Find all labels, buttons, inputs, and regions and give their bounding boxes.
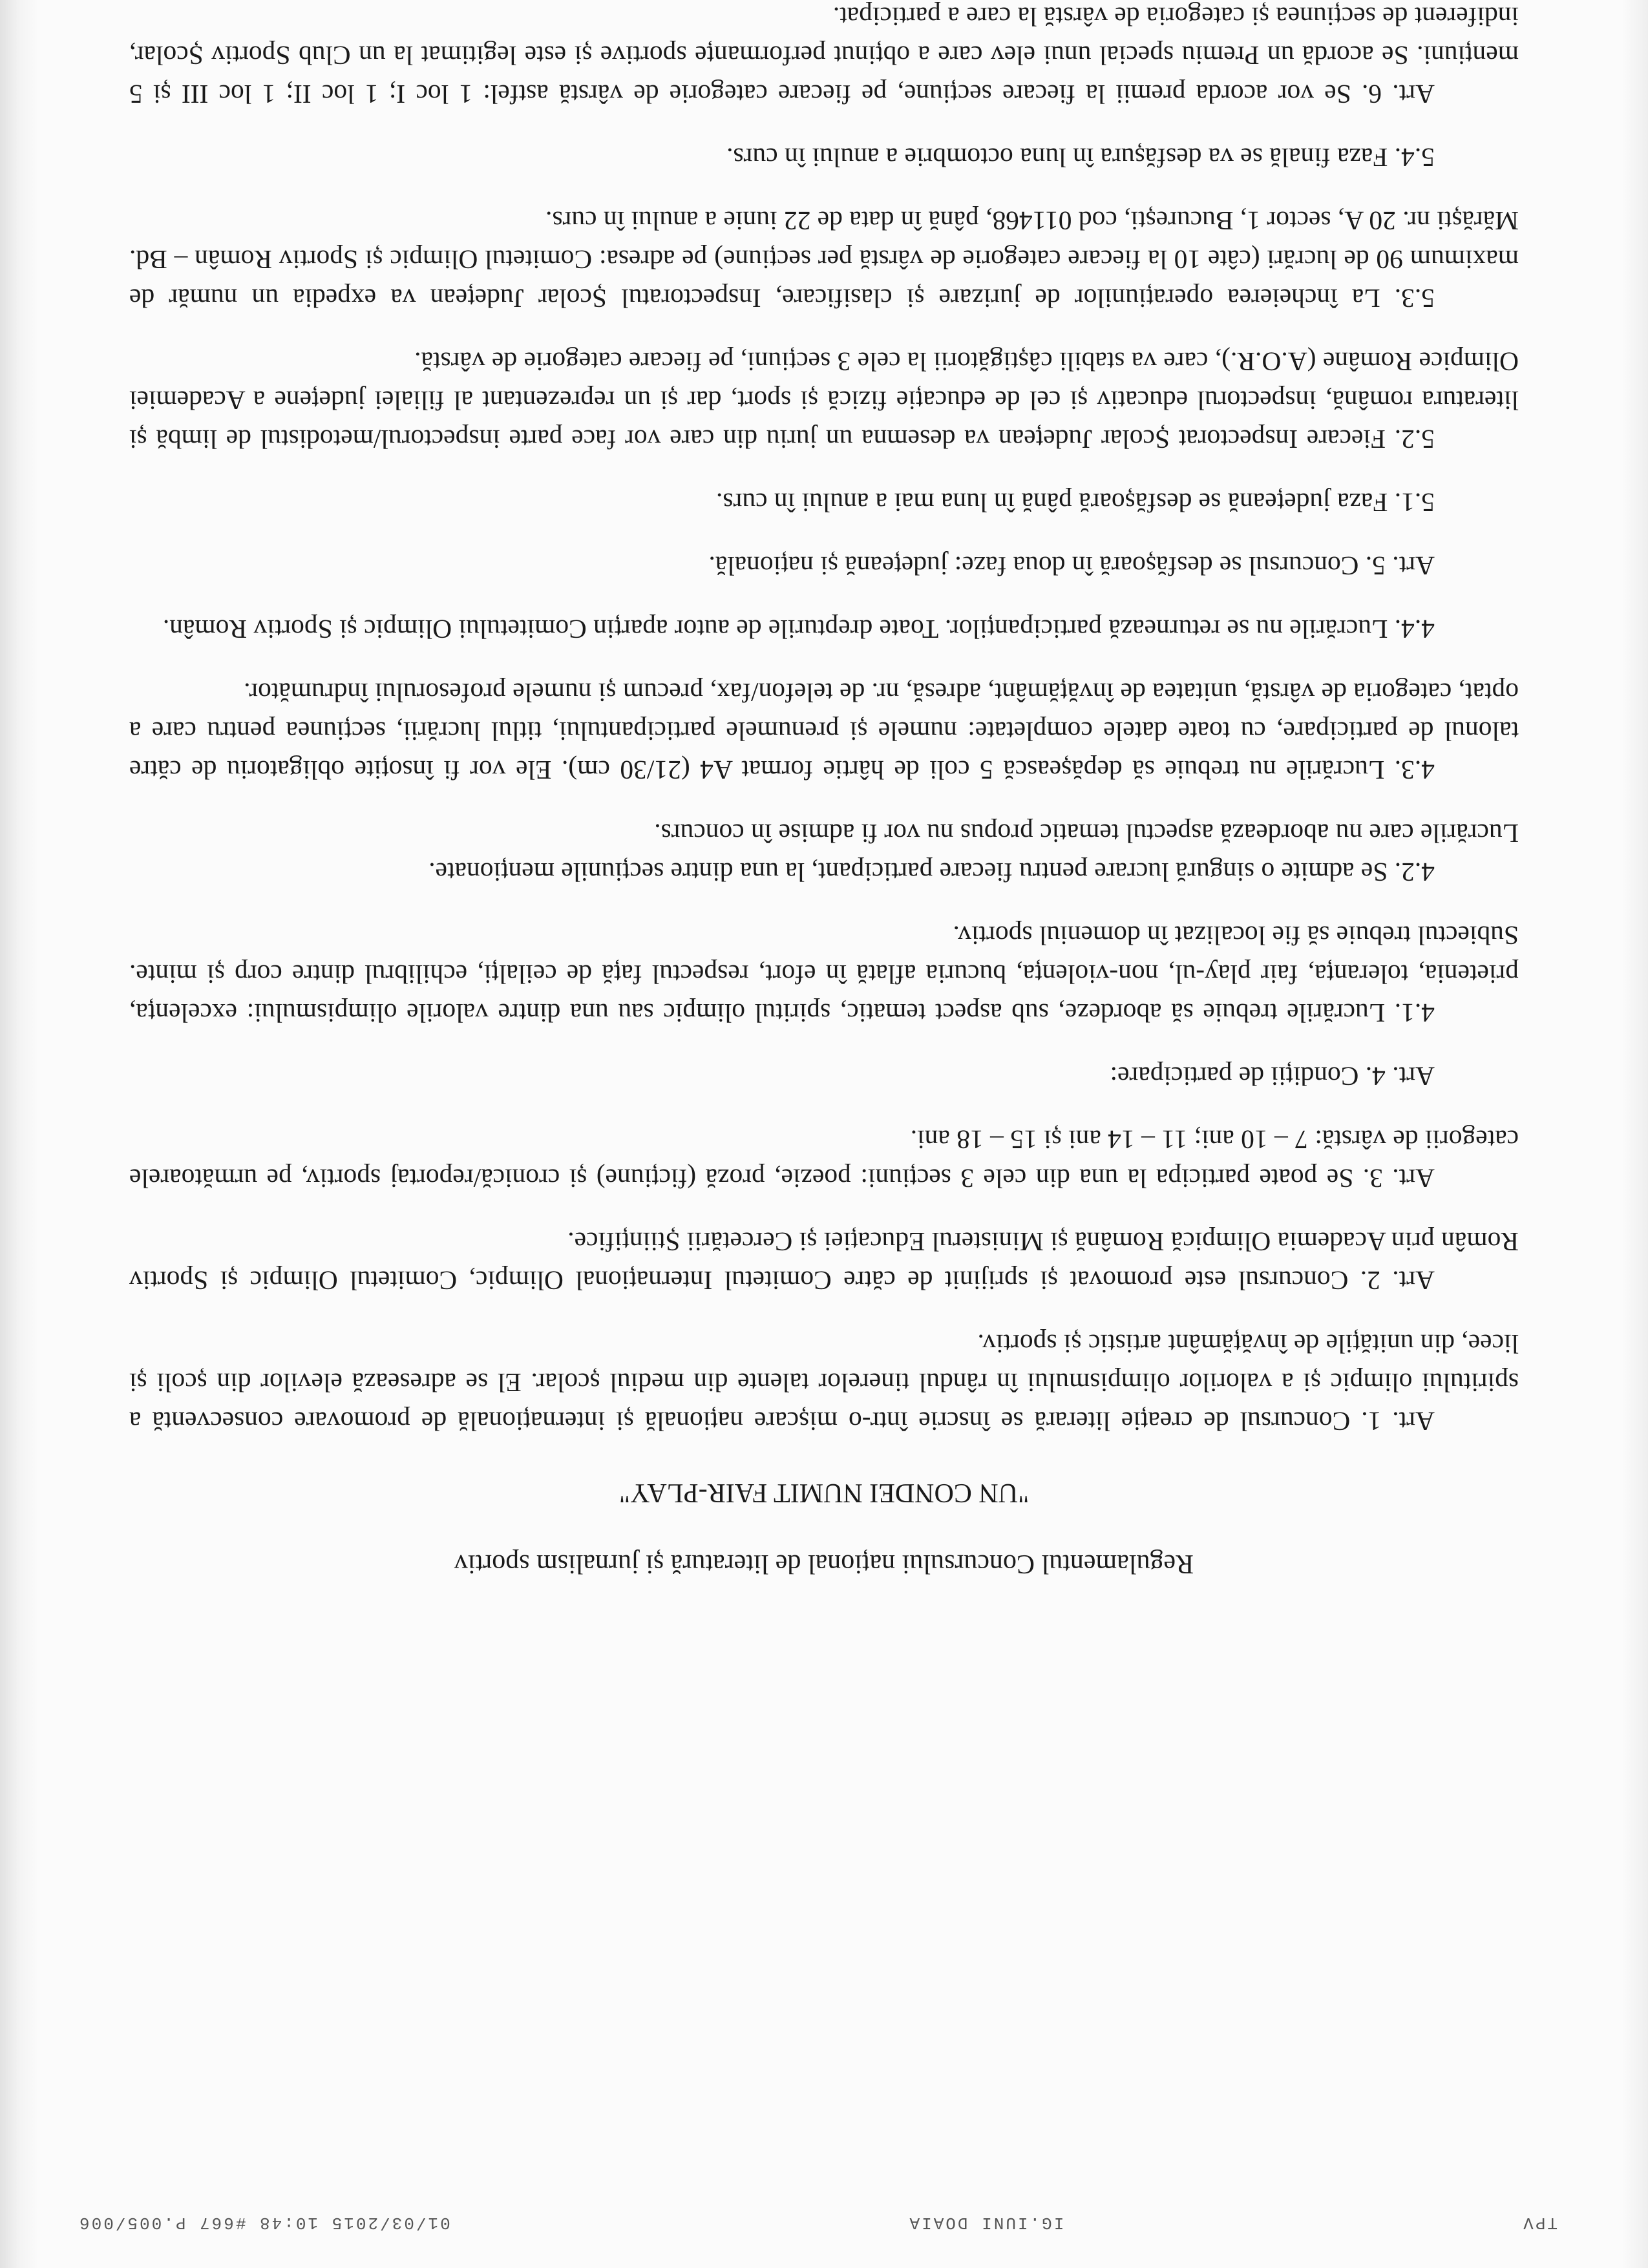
- article-1: Art. 1. Concursul de creație literară se înscrie într-o mișcare națională și internațională de promovare consecventă a spiritului olimpic și a valorilor olimpismului în rândul tinerelor talente din mediul școlar. El se adresează elevilor din școli și licee, din unitățile de învățământ artistic și sportiv.: [129, 1329, 1519, 1436]
- article-4-2-note: Lucrările care nu abordează aspectul tematic propus nu vor fi admise în concurs.: [654, 819, 1519, 848]
- document-subtitle: "UN CONDEI NUMIT FAIR-PLAY": [618, 1478, 1030, 1507]
- fax-header-center: IG.IUNI DOAIA: [907, 2213, 1064, 2232]
- article-4-3: 4.3. Lucrările nu trebuie să depășească 5 coli de hârtie format A4 (21/30 cm). Ele vor fi însoțite obligatoriu de către talonul de participare, cu toate datele completate: numele și prenumele participantului, titlul lucrării, secțiunea pentru care a optat, categoria de vârstă, unitatea de învățământ, adresă, nr. de telefon/fax, precum și numele profesorului îndrumător.: [129, 678, 1519, 785]
- fax-header-left: TPV: [1521, 2213, 1558, 2232]
- article-5-1: 5.1. Faza județeană se desfășoară până în luna mai a anului în curs.: [715, 488, 1435, 518]
- article-4-4: 4.4. Lucrările nu se returnează participanților. Toate drepturile de autor aparțin Comitetului Olimpic și Sportiv Român.: [162, 614, 1435, 644]
- article-2: Art. 2. Concursul este promovat și sprijinit de către Comitetul Internațional Olimpic, Comitetul Olimpic și Sportiv Român prin Academia Olimpică Română și Ministerul Educației și Cercetării Științifice.: [129, 1227, 1519, 1296]
- fax-header-right: 01/03/2015 10:48 #667 P.005/006: [78, 2213, 450, 2232]
- document-body: [129, 0, 1519, 1583]
- article-6: Art. 6. Se vor acorda premii la fiecare secțiune, pe fiecare categorie de vârstă astfel: 1 loc I; 1 loc II; 1 loc III și 5 mențiuni. Se acordă un Premiu special unui elev care a obținut performanțe sportive și este legitimat la un Club Sportiv Școlar, indiferent de secțiunea și categoria de vârstă la care a participat.: [129, 2, 1519, 109]
- article-4: Art. 4. Condiții de participare:: [1110, 1062, 1435, 1091]
- article-4-2: 4.2. Se admite o singură lucrare pentru fiecare participant, la una dintre secțiunile menționate.: [428, 857, 1435, 887]
- article-3: Art. 3. Se poate participa la una din cele 3 secțiuni: poezie, proză (ficțiune) și cronică/reportaj sportiv, pe următoarele categorii de vârstă: 7 – 10 ani; 11 – 14 ani și 15 – 18 ani.: [129, 1125, 1519, 1193]
- article-5-2: 5.2. Fiecare Inspectorat Școlar Județean va desemna un juriu din care vor face parte inspectorul/metodistul de limbă și literatura română, inspectorul educativ și cel de educație fizică și sport, dar și un reprezentant al filialei județene a Academiei Olimpice Române (A.O.R.), care va stabili câștigătorii la cele 3 secțiuni, pe fiecare categorie de vârstă.: [129, 347, 1519, 454]
- article-5: Art. 5. Concursul se desfășoară în doua faze: județeană și națională.: [708, 551, 1435, 581]
- article-5-4: 5.4. Faza finală se va desfășura în luna octombrie a anului în curs.: [726, 143, 1435, 173]
- fax-header: [78, 2213, 1558, 2232]
- document-title: Regulamentul Concursului național de literatură și jurnalism sportiv: [454, 1549, 1194, 1579]
- article-5-3: 5.3. La încheierea operațiunilor de jurizare și clasificare, Inspectoratul Școlar Județean va expedia un număr de maximum 90 de lucrări (câte 10 la fiecare categorie de vârstă per secțiune) pe adresa: Comitetul Olimpic și Sportiv Român – Bd. Mărăști nr. 20 A, sector 1, București, cod 011468, până în data de 22 iunie a anului în curs.: [129, 206, 1519, 313]
- article-4-1: 4.1. Lucrările trebuie să abordeze, sub aspect tematic, spiritul olimpic sau una dintre valorile olimpismului: excelența, prietenia, toleranța, fair play-ul, non-violența, bucuria aflată în efort, respectul față de ceilalți, echilibrul dintre corp și minte. Subiectul trebuie să fie localizat în domeniul sportiv.: [129, 921, 1519, 1028]
